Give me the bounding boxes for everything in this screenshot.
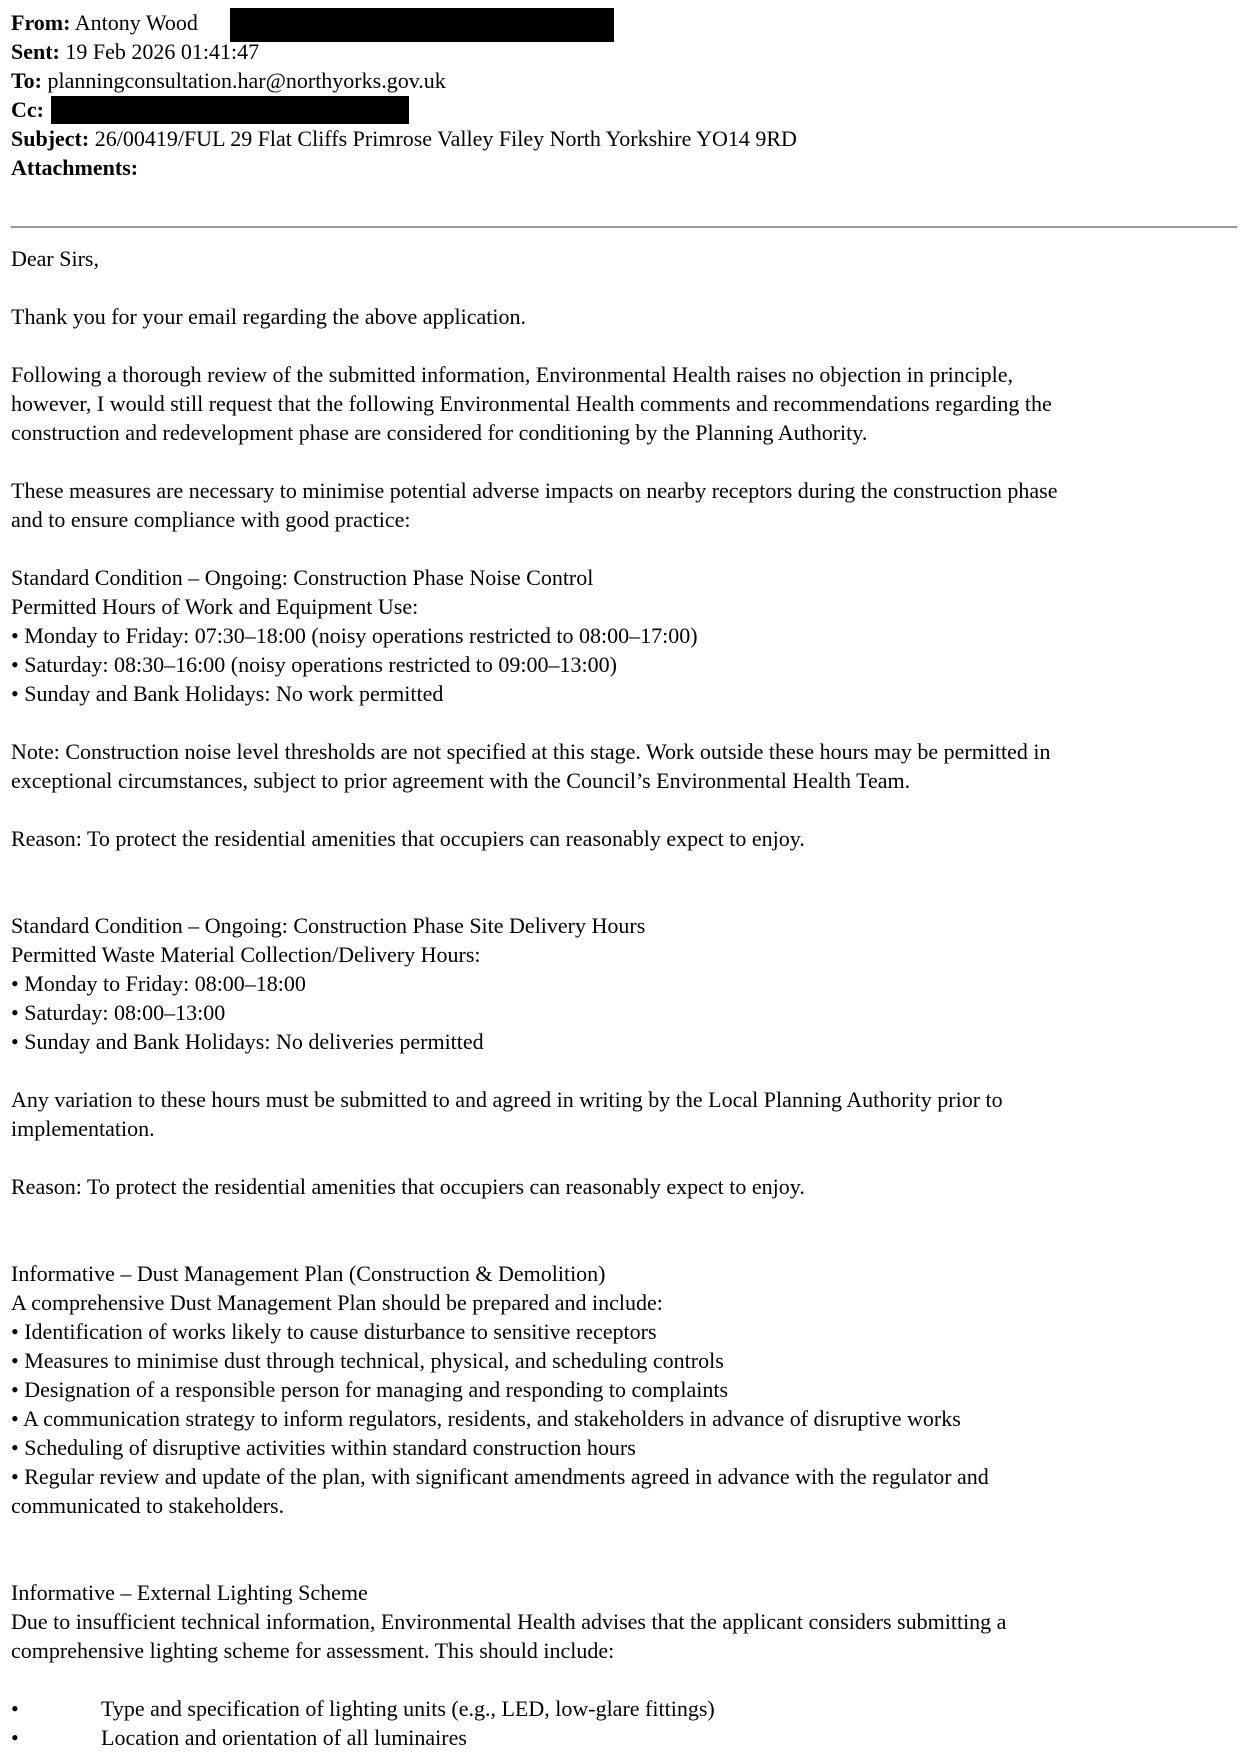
list-item-continuation: communicated to stakeholders. [11, 1493, 285, 1518]
paragraph-line: Following a thorough review of the submitted information, Environmental Health raises no objection in principle, [11, 362, 1014, 387]
list-item: • Identification of works likely to cause disturbance to sensitive receptors [11, 1319, 657, 1344]
list-item: • Sunday and Bank Holidays: No deliveries permitted [11, 1029, 484, 1054]
intro-line: comprehensive lighting scheme for assessment. This should include: [11, 1638, 615, 1663]
section-title-lighting: Informative – External Lighting Scheme [11, 1580, 368, 1605]
paragraph-line: however, I would still request that the following Environmental Health comments and recommendations regarding the [11, 391, 1052, 416]
to-label: To: [11, 68, 42, 93]
paragraph-line: construction and redevelopment phase are considered for conditioning by the Planning Authority. [11, 420, 868, 445]
list-item: • Regular review and update of the plan, with significant amendments agreed in advance with the regulator and [11, 1464, 989, 1489]
note-line: exceptional circumstances, subject to prior agreement with the Council’s Environmental Health Team. [11, 768, 911, 793]
to-value: planningconsultation.har@northyorks.gov.uk [47, 68, 446, 93]
paragraph-line: These measures are necessary to minimise potential adverse impacts on nearby receptors during the construction phase [11, 478, 1058, 503]
attachments-line [11, 153, 1236, 182]
note-line: Any variation to these hours must be submitted to and agreed in writing by the Local Planning Authority prior to [11, 1087, 1003, 1112]
list-item: • Monday to Friday: 07:30–18:00 (noisy operations restricted to 08:00–17:00) [11, 623, 698, 648]
sent-label: Sent: [11, 39, 60, 64]
intro-line: Due to insufficient technical information, Environmental Health advises that the applicant considers submitting a [11, 1609, 1007, 1634]
attachments-label: Attachments: [11, 155, 139, 180]
reason: Reason: To protect the residential amenities that occupiers can reasonably expect to enjoy. [11, 826, 805, 851]
section-title-dust: Informative – Dust Management Plan (Construction & Demolition) [11, 1261, 606, 1286]
list-item: • Saturday: 08:00–13:00 [11, 1000, 226, 1025]
subject-value: 26/00419/FUL 29 Flat Cliffs Primrose Valley Filey North Yorkshire YO14 9RD [94, 126, 797, 151]
list-item: • A communication strategy to inform regulators, residents, and stakeholders in advance of disruptive works [11, 1406, 961, 1431]
section-subtitle: Permitted Hours of Work and Equipment Use: [11, 594, 419, 619]
list-item-text: Type and specification of lighting units (e.g., LED, low-glare fittings) [101, 1696, 715, 1721]
greeting: Dear Sirs, [11, 246, 99, 271]
section-title-delivery: Standard Condition – Ongoing: Construction Phase Site Delivery Hours [11, 913, 646, 938]
paragraph: Thank you for your email regarding the above application. [11, 304, 526, 329]
cc-label: Cc: [11, 97, 44, 122]
list-item: • Designation of a responsible person for managing and responding to complaints [11, 1377, 729, 1402]
list-item: • Monday to Friday: 08:00–18:00 [11, 971, 306, 996]
bullet: • [11, 1725, 19, 1750]
note-line: implementation. [11, 1116, 155, 1141]
reason: Reason: To protect the residential amenities that occupiers can reasonably expect to enjoy. [11, 1174, 805, 1199]
from-value: Antony Wood [74, 10, 198, 35]
paragraph-line: and to ensure compliance with good practice: [11, 507, 411, 532]
subject-line [11, 124, 1236, 153]
list-item-text: Location and orientation of all luminaires [101, 1725, 467, 1750]
list-item [11, 1723, 1236, 1752]
list-item: • Measures to minimise dust through technical, physical, and scheduling controls [11, 1348, 724, 1373]
email-body [11, 244, 1236, 1752]
from-label: From: [11, 10, 71, 35]
section-subtitle: A comprehensive Dust Management Plan should be prepared and include: [11, 1290, 663, 1315]
to-line [11, 66, 1236, 95]
email-document [11, 8, 1236, 1750]
email-header [11, 8, 1236, 182]
list-item: • Scheduling of disruptive activities within standard construction hours [11, 1435, 636, 1460]
from-line [11, 8, 1236, 37]
section-title-noise: Standard Condition – Ongoing: Construction Phase Noise Control [11, 565, 594, 590]
bullet: • [11, 1696, 19, 1721]
section-subtitle: Permitted Waste Material Collection/Delivery Hours: [11, 942, 481, 967]
redaction-box [51, 96, 409, 124]
header-divider [11, 226, 1237, 228]
list-item: • Saturday: 08:30–16:00 (noisy operations restricted to 09:00–13:00) [11, 652, 617, 677]
subject-label: Subject: [11, 126, 90, 151]
list-item [11, 1694, 1236, 1723]
list-item: • Sunday and Bank Holidays: No work permitted [11, 681, 444, 706]
cc-line [11, 95, 1236, 124]
sent-line [11, 37, 1236, 66]
sent-value: 19 Feb 2026 01:41:47 [65, 39, 260, 64]
note-line: Note: Construction noise level thresholds are not specified at this stage. Work outside these hours may be permitted in [11, 739, 1051, 764]
